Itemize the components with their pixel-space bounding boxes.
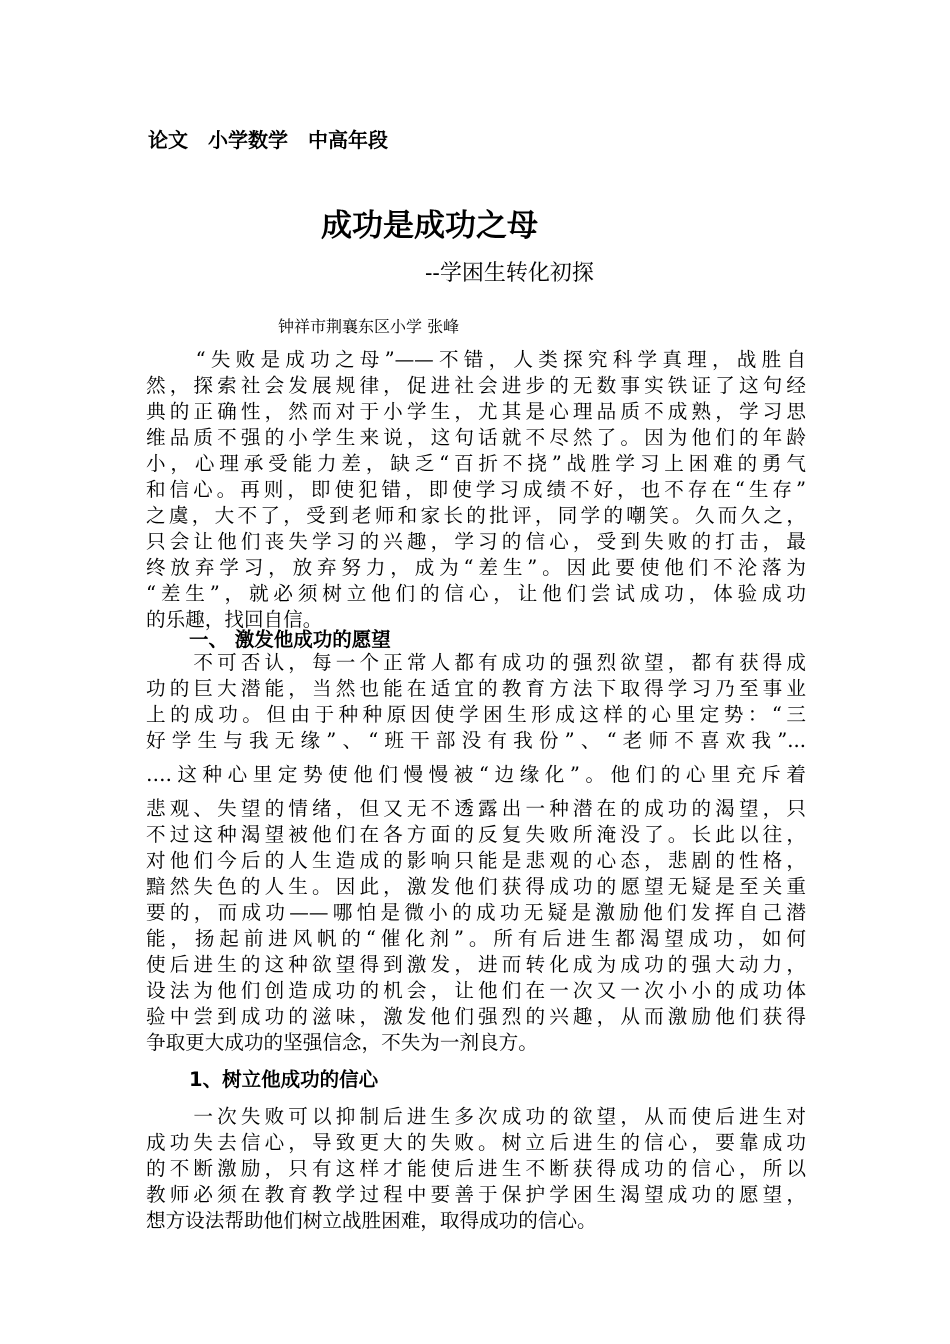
paper-category: 论文 小学数学 中高年段 <box>148 128 388 152</box>
text-line: 不过这种渴望被他们在各方面的反复失败所淹没了。长此以往， <box>146 823 806 846</box>
text-line: 然，探索社会发展规律，促进社会进步的无数事实铁证了这句经 <box>146 374 806 397</box>
text-line: “失败是成功之母”——不错，人类探究科学真理，战胜自 <box>146 348 806 371</box>
section-heading-2: 1、树立他成功的信心 <box>189 1068 379 1091</box>
paper-author: 钟祥市荆襄东区小学 张峰 <box>278 317 460 336</box>
text-line: 教师必须在教育教学过程中要善于保护学困生渴望成功的愿望， <box>146 1183 806 1206</box>
text-line: 不可否认，每一个正常人都有成功的强烈欲望，都有获得成 <box>146 651 806 674</box>
text-line: “差生”，就必须树立他们的信心，让他们尝试成功，体验成功 <box>146 582 806 605</box>
text-line: 的不断激励，只有这样才能使后进生不断获得成功的信心，所以 <box>146 1157 806 1180</box>
text-line: 能，扬起前进风帆的“催化剂”。所有后进生都渴望成功，如何 <box>146 927 806 950</box>
text-line: 对他们今后的人生造成的影响只能是悲观的心态，悲剧的性格， <box>146 849 806 872</box>
text-line: 上的成功。但由于种种原因使学困生形成这样的心里定势：“三 <box>146 703 806 726</box>
text-line: ….这种心里定势使他们慢慢被“边缘化”。他们的心里充斥着 <box>146 763 806 786</box>
text-line: 验中尝到成功的滋味，激发他们强烈的兴趣，从而激励他们获得 <box>146 1005 806 1028</box>
text-line: 一次失败可以抑制后进生多次成功的欲望，从而使后进生对 <box>146 1105 806 1128</box>
text-line: 想方设法帮助他们树立战胜困难，取得成功的信心。 <box>146 1209 597 1232</box>
text-line: 终放弃学习，放弃努力，成为“差生”。因此要使他们不沦落为 <box>146 556 806 579</box>
paper-title: 成功是成功之母 <box>321 208 538 244</box>
text-line: 争取更大成功的坚强信念，不失为一剂良方。 <box>146 1031 538 1054</box>
text-line: 典的正确性，然而对于小学生，尤其是心理品质不成熟，学习思 <box>146 400 806 423</box>
section-heading-1: 一、 激发他成功的愿望 <box>189 628 391 651</box>
text-line: 和信心。再则，即使犯错，即使学习成绩不好，也不存在“生存” <box>146 478 806 501</box>
text-line: 要的，而成功——哪怕是微小的成功无疑是激励他们发挥自己潜 <box>146 901 806 924</box>
text-line: 悲观、失望的情绪，但又无不透露出一种潜在的成功的渴望，只 <box>146 797 806 820</box>
text-line: 设法为他们创造成功的机会，让他们在一次又一次小小的成功体 <box>146 979 806 1002</box>
text-line: 好学生与我无缘”、“班干部没有我份”、“老师不喜欢我”... <box>146 729 806 752</box>
text-line: 维品质不强的小学生来说，这句话就不尽然了。因为他们的年龄 <box>146 426 806 449</box>
text-line: 功的巨大潜能，当然也能在适宜的教育方法下取得学习乃至事业 <box>146 677 806 700</box>
text-line: 使后进生的这种欲望得到激发，进而转化成为成功的强大动力， <box>146 953 806 976</box>
paper-subtitle: --学困生转化初探 <box>425 261 594 286</box>
text-line: 小，心理承受能力差，缺乏“百折不挠”战胜学习上困难的勇气 <box>146 452 806 475</box>
text-line: 黯然失色的人生。因此，激发他们获得成功的愿望无疑是至关重 <box>146 875 806 898</box>
text-line: 只会让他们丧失学习的兴趣，学习的信心，受到失败的打击，最 <box>146 530 806 553</box>
text-line: 的乐趣，找回自信。 <box>146 608 323 631</box>
text-line: 之虞，大不了，受到老师和家长的批评，同学的嘲笑。久而久之， <box>146 504 806 527</box>
text-line: 成功失去信心，导致更大的失败。树立后进生的信心，要靠成功 <box>146 1131 806 1154</box>
